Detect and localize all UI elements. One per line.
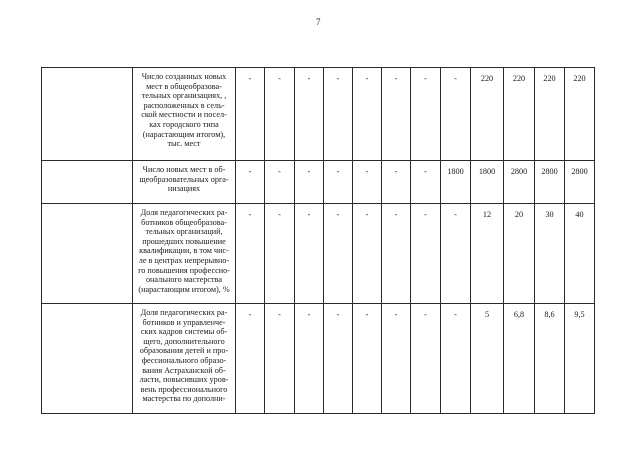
value-cell: 2800 (565, 161, 595, 204)
description-line: тыс. мест (167, 139, 201, 149)
value-cell: - (353, 161, 382, 204)
description-line: образования детей и про- (139, 346, 229, 356)
value-cell: - (411, 68, 441, 161)
value-cell: 40 (565, 204, 595, 304)
description-line: фессионального образо- (141, 355, 227, 365)
description-line: Доля педагогических ра- (140, 208, 228, 217)
value-cell: 5 (471, 304, 504, 414)
value-cell: - (295, 161, 324, 204)
value-cell: 6,8 (504, 304, 535, 414)
description-line: (нарастающим итогом), % (138, 284, 230, 294)
table-row (42, 304, 595, 414)
description-line: щего, дополнительного (143, 336, 225, 346)
value-cell: - (411, 204, 441, 304)
value-cell: - (411, 161, 441, 204)
description-line: мест в общеобразова- (146, 81, 222, 91)
description-line: ласти, повысивших уров- (139, 375, 229, 385)
value-cell: 12 (471, 204, 504, 304)
description-line: ках городского типа (149, 119, 219, 129)
description-line: (нарастающим итогом), (142, 129, 226, 139)
description-line: прошедших повышение (142, 236, 226, 246)
value-cell: - (353, 304, 382, 414)
value-cell: - (324, 68, 353, 161)
table-row (42, 161, 595, 204)
value-cell: 2800 (535, 161, 565, 204)
table-row (42, 204, 595, 304)
value-cell: - (265, 161, 295, 204)
value-cell: 220 (471, 68, 504, 161)
value-cell: - (382, 68, 411, 161)
description-line: ле в центрах непрерывно- (138, 255, 230, 265)
value-cell: - (236, 68, 265, 161)
value-cell: - (411, 304, 441, 414)
description-line: ботников и управленче- (142, 317, 226, 327)
value-cell: 2800 (504, 161, 535, 204)
empty-cell (42, 161, 133, 204)
value-cell: 9,5 (565, 304, 595, 414)
value-cell: - (295, 68, 324, 161)
value-cell: - (324, 304, 353, 414)
value-cell: - (382, 161, 411, 204)
description-line: Доля педагогических ра- (140, 308, 228, 317)
description-line: ской местности и посел- (141, 110, 227, 120)
description-line: го повышения профессио- (138, 265, 230, 275)
value-cell: - (295, 304, 324, 414)
value-cell: 220 (504, 68, 535, 161)
indicator-description (133, 304, 236, 414)
value-cell: 30 (535, 204, 565, 304)
value-cell: - (441, 204, 471, 304)
indicator-description (133, 204, 236, 304)
value-cell: - (382, 304, 411, 414)
description-line: онального мастерства (145, 275, 223, 285)
indicator-description (133, 68, 236, 161)
table-row (42, 68, 595, 161)
indicator-description (133, 161, 236, 204)
value-cell: - (441, 68, 471, 161)
value-cell: 1800 (471, 161, 504, 204)
value-cell: - (265, 68, 295, 161)
empty-cell (42, 204, 133, 304)
value-cell: 8,6 (535, 304, 565, 414)
value-cell: - (236, 204, 265, 304)
empty-cell (42, 68, 133, 161)
value-cell: - (236, 161, 265, 204)
value-cell: 1800 (441, 161, 471, 204)
empty-cell (42, 304, 133, 414)
indicators-table (41, 67, 595, 414)
value-cell: - (382, 204, 411, 304)
value-cell: - (295, 204, 324, 304)
value-cell: 220 (565, 68, 595, 161)
description-line: низациях (167, 184, 201, 194)
description-line: тельных организациях, , (141, 91, 227, 101)
value-cell: - (441, 304, 471, 414)
value-cell: - (324, 204, 353, 304)
value-cell: 20 (504, 204, 535, 304)
description-line: Число новых мест в об- (142, 165, 226, 174)
value-cell: - (236, 304, 265, 414)
description-line: вень профессионального (140, 384, 228, 394)
description-line: тельных организаций, (145, 227, 223, 237)
description-line: ботников общеобразова- (141, 217, 227, 227)
page-number: 7 (316, 17, 321, 27)
description-line: квалификации, в том чис- (139, 246, 229, 256)
value-cell: 220 (535, 68, 565, 161)
description-line: ских кадров системы об- (140, 327, 228, 337)
description-line: щеобразовательных орга- (139, 174, 229, 184)
description-line: вания Астраханской об- (142, 365, 226, 375)
value-cell: - (324, 161, 353, 204)
description-line: расположенных в сель- (143, 100, 225, 110)
value-cell: - (265, 304, 295, 414)
value-cell: - (353, 204, 382, 304)
value-cell: - (353, 68, 382, 161)
value-cell: - (265, 204, 295, 304)
description-line: мастерства по дополни- (142, 394, 226, 404)
description-line: Число созданных новых (141, 72, 227, 81)
